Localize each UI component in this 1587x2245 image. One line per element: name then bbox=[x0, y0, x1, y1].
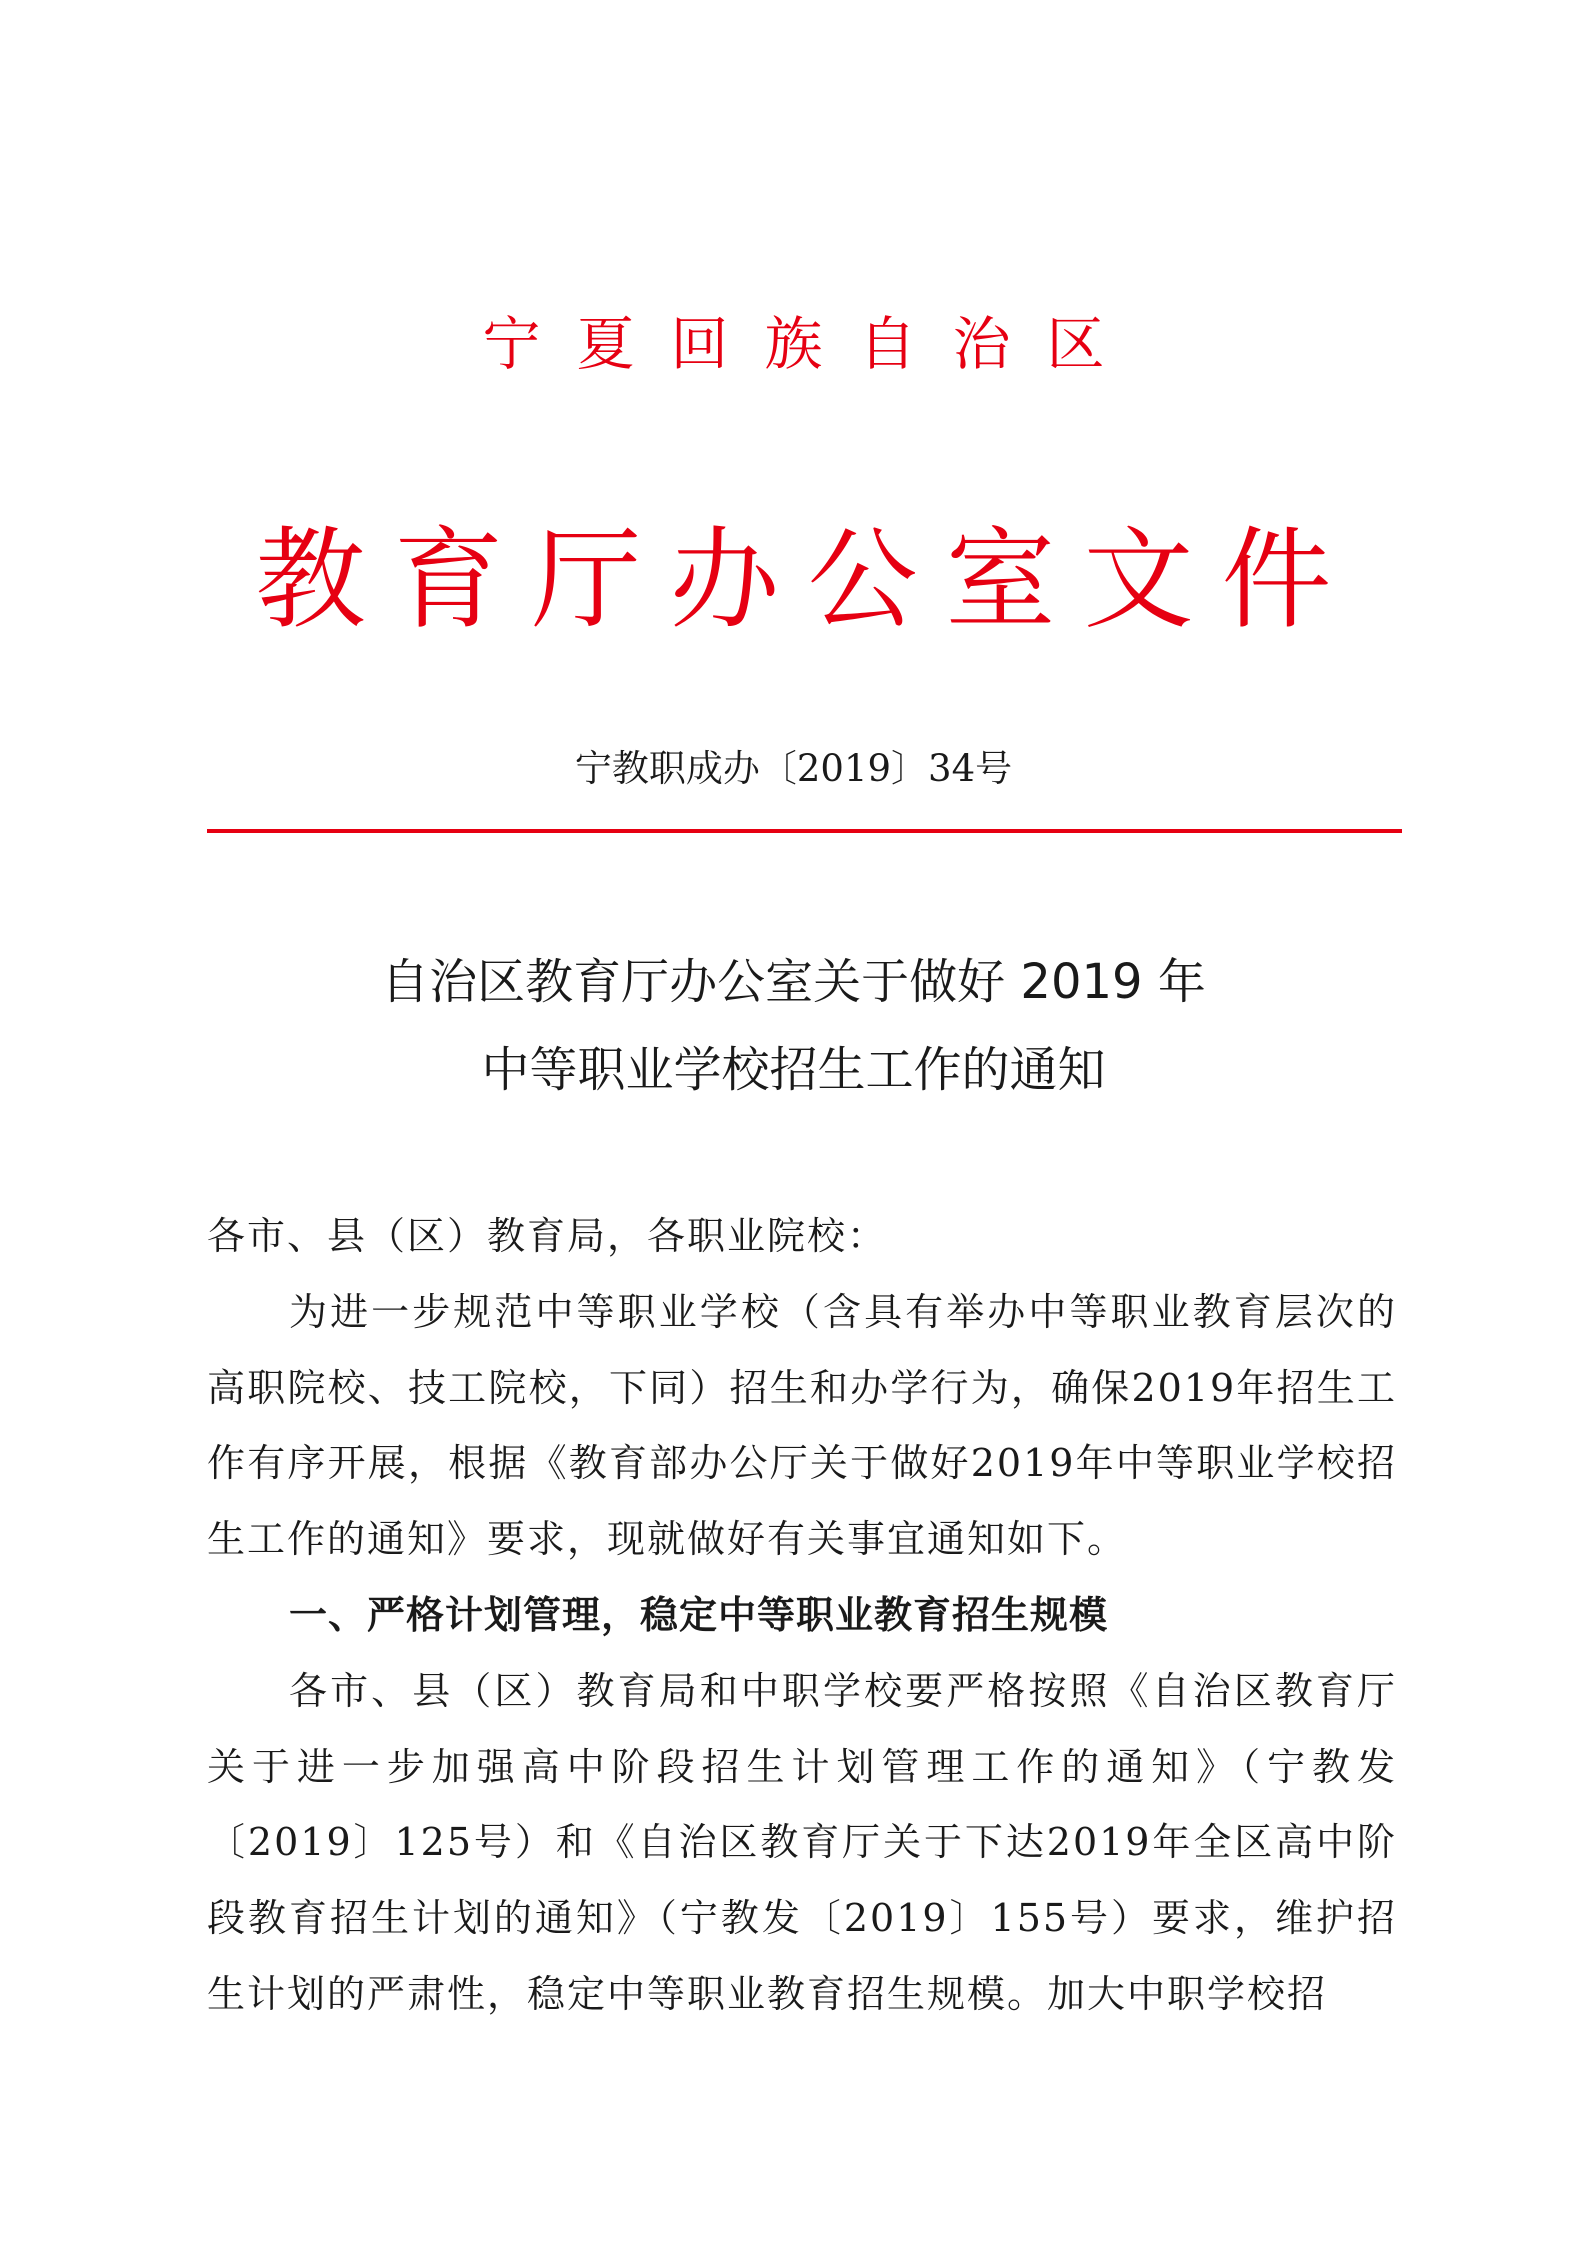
issuer-region: 宁夏回族自治区 bbox=[482, 310, 1141, 378]
section-1-paragraph: 各市、县（区）教育局和中职学校要严格按照《自治区教育厅关于进一步加强高中阶段招生计划管理工作的通知》（宁教发〔2019〕125号）和《自治区教育厅关于下达2019年全区高中阶段教育招生计划的通知》（宁教发〔2019〕155号）要求，维护招生计划的严肃性，稳定中等职业教育招生规模。加大中职学校招 bbox=[207, 1668, 1397, 2016]
title-line-2: 中等职业学校招生工作的通知 bbox=[481, 1042, 1106, 1098]
issuer-department-title: 教育厅办公室文件 bbox=[255, 516, 1360, 644]
title-line-1: 自治区教育厅办公室关于做好 2019 年 bbox=[381, 954, 1206, 1010]
document-number: 宁教职成办〔2019〕34号 bbox=[574, 747, 1013, 790]
intro-paragraph: 为进一步规范中等职业学校（含具有举办中等职业教育层次的高职院校、技工院校，下同）招生和办学行为，确保2019年招生工作有序开展，根据《教育部办公厅关于做好2019年中等职业学校招生工作的通知》要求，现就做好有关事宜通知如下。 bbox=[207, 1289, 1397, 1562]
red-divider-line bbox=[207, 829, 1402, 833]
salutation: 各市、县（区）教育局，各职业院校： bbox=[207, 1214, 888, 1258]
document-body bbox=[207, 1199, 1397, 2033]
section-1-heading: 一、严格计划管理，稳定中等职业教育招生规模 bbox=[289, 1592, 1109, 1637]
document-title bbox=[0, 938, 1587, 1114]
